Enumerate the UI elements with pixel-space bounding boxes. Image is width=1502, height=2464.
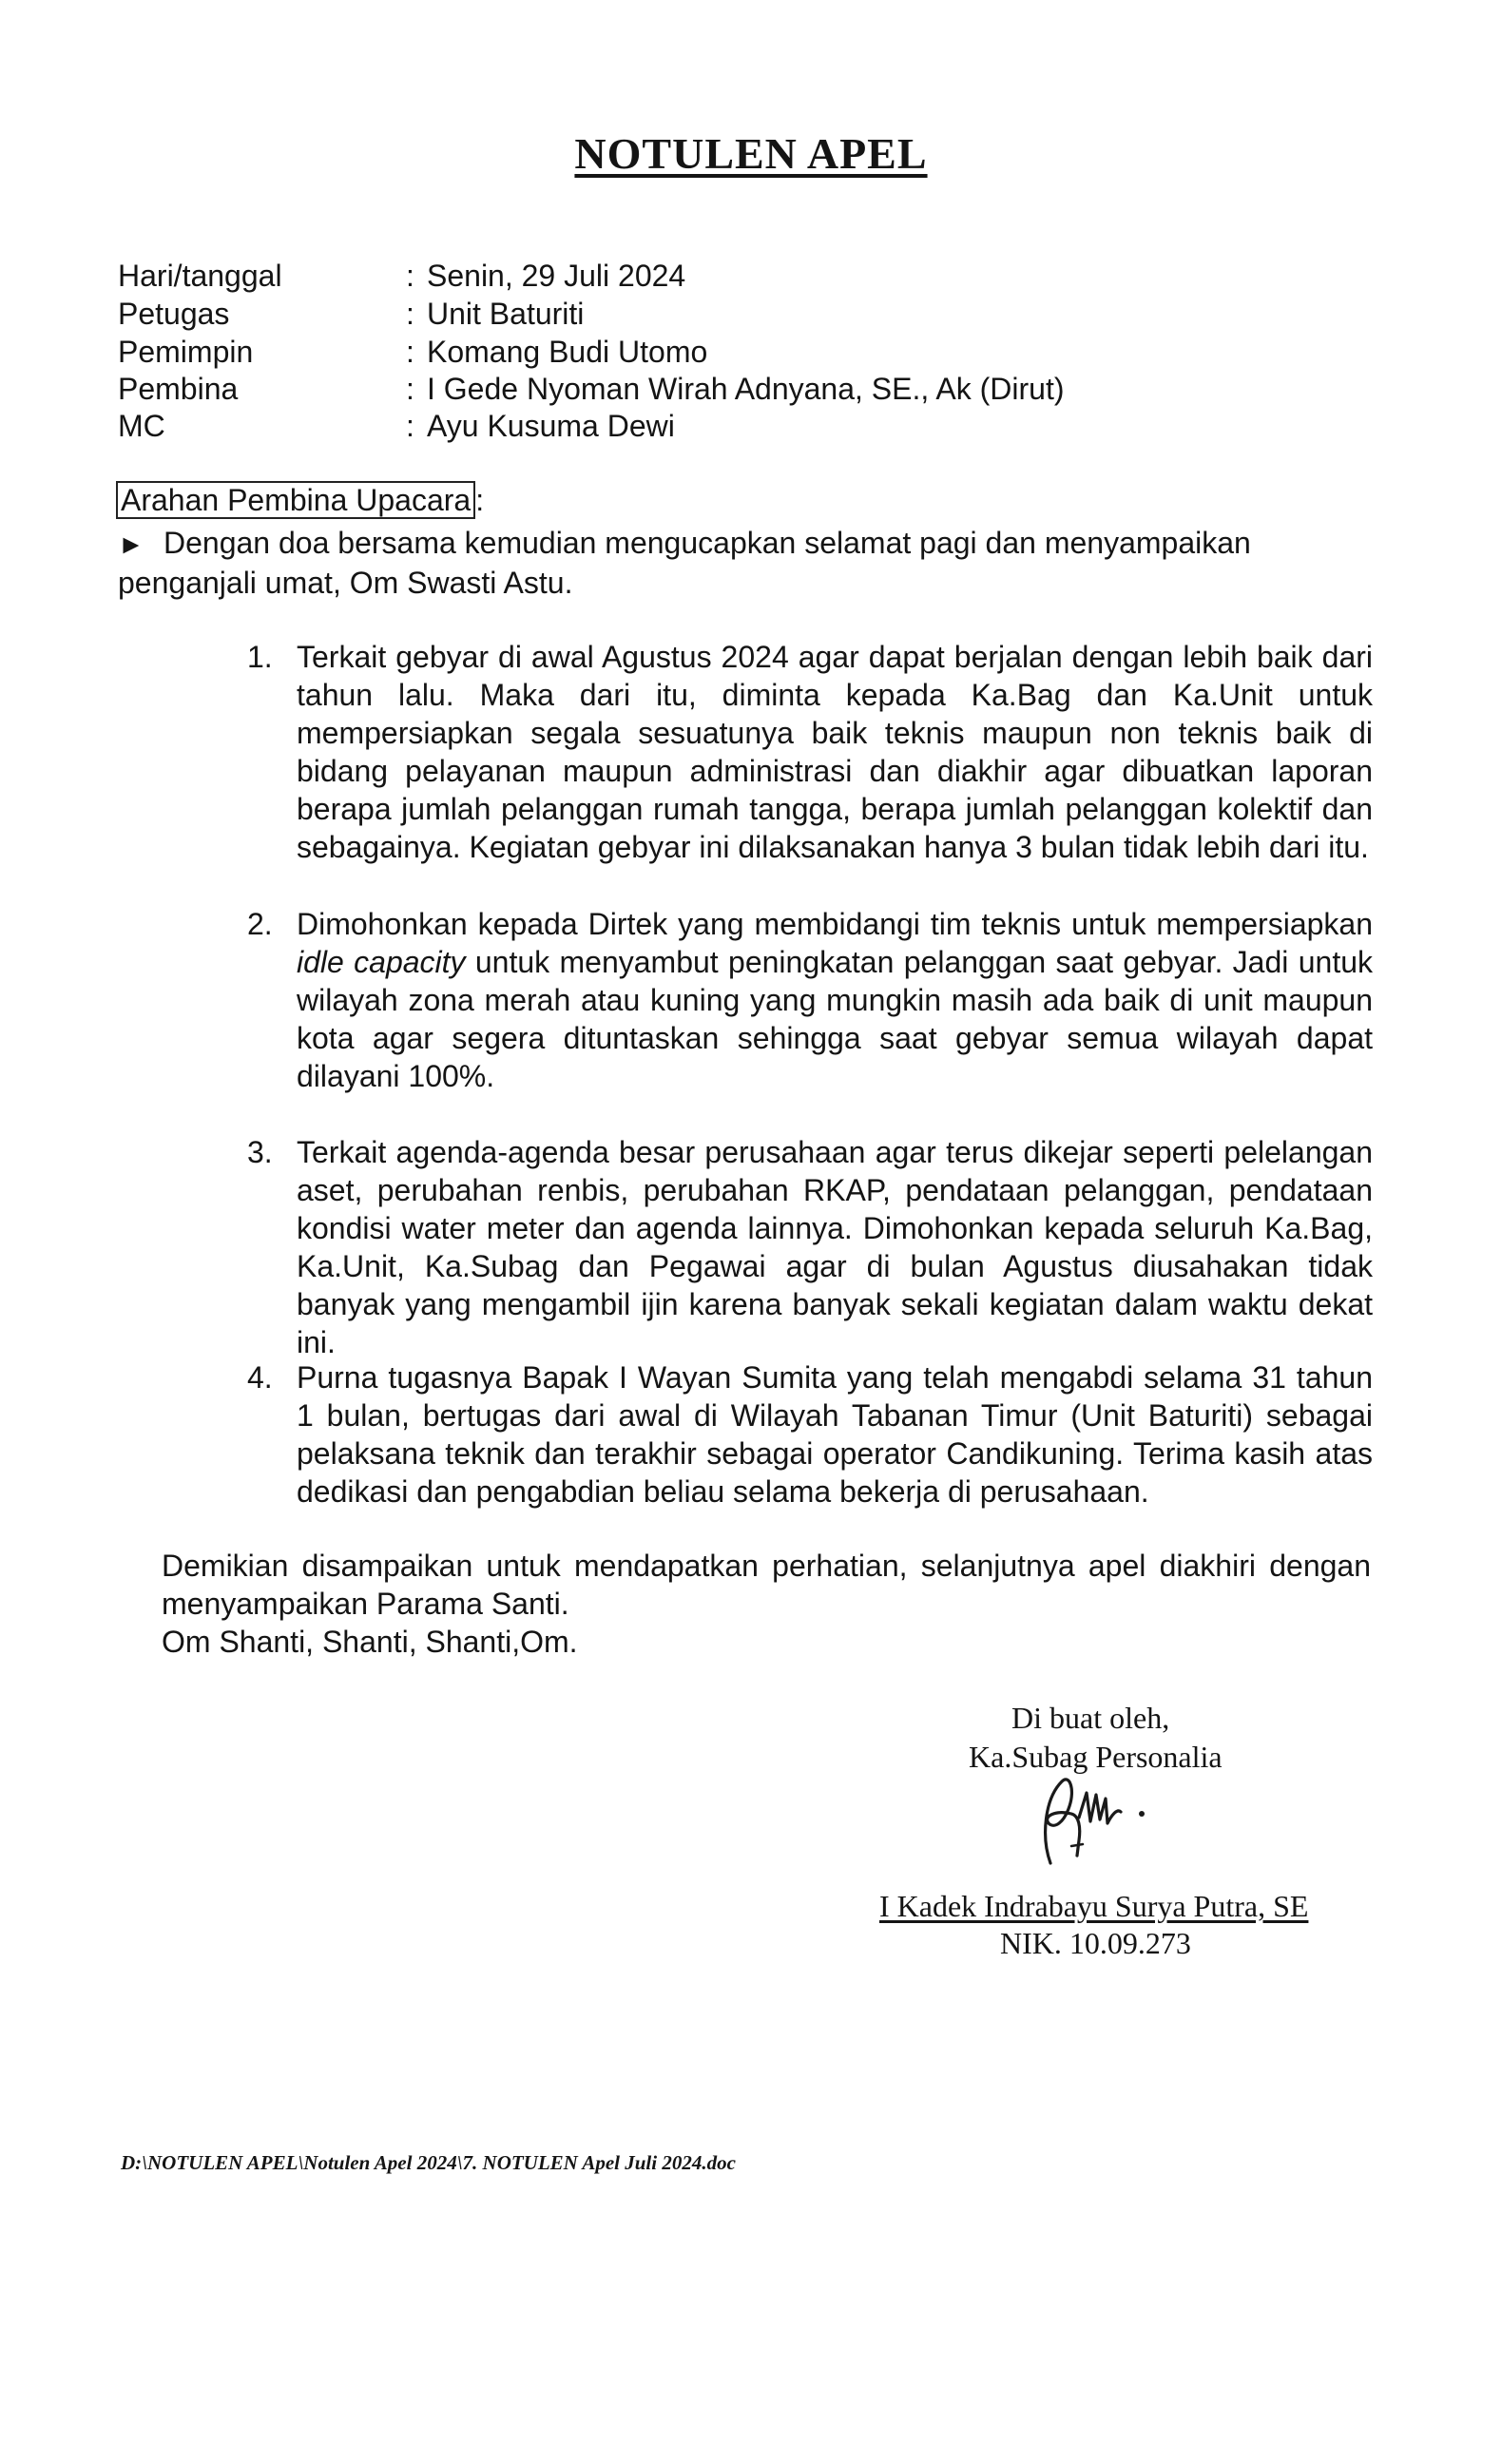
list-item-text-cont: untuk menyambut peningkatan pelanggan saat gebyar. Jadi untuk wilayah zona merah atau kuning yang mungkin masih ada baik di unit maupun kota agar segera dituntaskan sehingga saat gebyar semua wilayah dapat dilayani 100%. (297, 945, 1374, 1093)
list-item-number: 4. (247, 1360, 273, 1395)
list-item-number: 3. (247, 1135, 273, 1169)
closing-paragraph (162, 1547, 1371, 1661)
list-item-1 (247, 638, 1373, 866)
info-label: Pembina (118, 372, 239, 406)
info-colon: : (406, 372, 414, 406)
info-colon: : (406, 335, 414, 369)
signature-position: Ka.Subag Personalia (969, 1740, 1223, 1774)
info-label: Pemimpin (118, 335, 254, 369)
info-value: Senin, 29 Juli 2024 (427, 259, 686, 293)
list-item-2 (247, 905, 1374, 1095)
info-value: Ayu Kusuma Dewi (427, 409, 675, 443)
arrow-bullet-icon: ► (118, 529, 144, 559)
info-label: MC (118, 409, 165, 443)
intro-paragraph (118, 524, 1371, 602)
signatory-nik: NIK. 10.09.273 (1000, 1926, 1191, 1960)
document-title: NOTULEN APEL (574, 129, 928, 178)
info-colon: : (406, 297, 414, 331)
intro-text: Dengan doa bersama kemudian mengucapkan selamat pagi dan menyampaikan penganjali umat, Om Swasti Astu. (118, 526, 1251, 600)
info-value: Komang Budi Utomo (427, 335, 708, 369)
list-item-number: 1. (247, 640, 273, 674)
info-value: Unit Baturiti (427, 297, 585, 331)
section-heading (116, 481, 484, 519)
list-item-number: 2. (247, 907, 273, 941)
handwritten-signature-icon (1012, 1761, 1184, 1875)
section-heading-colon: : (475, 483, 485, 517)
info-colon: : (406, 259, 414, 293)
list-item-text: Purna tugasnya Bapak I Wayan Sumita yang telah mengabdi selama 31 tahun 1 bulan, bertugas dari awal di Wilayah Tabanan Timur (Unit Baturiti) sebagai pelaksana teknik dan terakhir sebagai operator Candikuning. Terima kasih atas dedikasi dan pengabdian beliau selama bekerja di perusahaan. (297, 1360, 1373, 1509)
info-colon: : (406, 409, 414, 443)
list-item-text: Terkait gebyar di awal Agustus 2024 agar dapat berjalan dengan lebih baik dari tahun lalu. Maka dari itu, diminta kepada Ka.Bag dan Ka.Unit untuk mempersiapkan segala sesuatunya baik teknis maupun non teknis baik di bidang pelayanan maupun administrasi dan diakhir agar dibuatkan laporan berapa jumlah pelanggan rumah tangga, berapa jumlah pelanggan kolektif dan sebagainya. Kegiatan gebyar ini dilaksanakan hanya 3 bulan tidak lebih dari itu. (297, 640, 1373, 864)
list-item-text: Terkait agenda-agenda besar perusahaan agar terus dikejar seperti pelelangan aset, perubahan renbis, perubahan RKAP, pendataan pelanggan, pendataan kondisi water meter dan agenda lainnya. Dimohonkan kepada seluruh Ka.Bag, Ka.Unit, Ka.Subag dan Pegawai agar di bulan Agustus diusahakan tidak banyak yang mengambil ijin karena banyak sekali kegiatan dalam waktu dekat ini. (297, 1135, 1373, 1359)
list-item-3 (247, 1133, 1373, 1361)
signatory-name: I Kadek Indrabayu Surya Putra, SE (879, 1889, 1309, 1923)
info-label: Petugas (118, 297, 230, 331)
section-heading-label: Arahan Pembina Upacara (116, 481, 475, 519)
list-item-4 (247, 1358, 1373, 1511)
list-item-italic-term: idle capacity (297, 945, 466, 979)
footer-file-path: D:\NOTULEN APEL\Notulen Apel 2024\7. NOTULEN Apel Juli 2024.doc (121, 2151, 736, 2174)
closing-text: Demikian disampaikan untuk mendapatkan perhatian, selanjutnya apel diakhiri dengan menyampaikan Parama Santi. (162, 1549, 1371, 1621)
list-item-text: Dimohonkan kepada Dirtek yang membidangi tim teknis untuk mempersiapkan (297, 907, 1373, 941)
info-value: I Gede Nyoman Wirah Adnyana, SE., Ak (Dirut) (427, 372, 1065, 406)
info-label: Hari/tanggal (118, 259, 282, 293)
closing-salutation: Om Shanti, Shanti, Shanti,Om. (162, 1625, 578, 1659)
signature-made-by: Di buat oleh, (1011, 1701, 1170, 1735)
